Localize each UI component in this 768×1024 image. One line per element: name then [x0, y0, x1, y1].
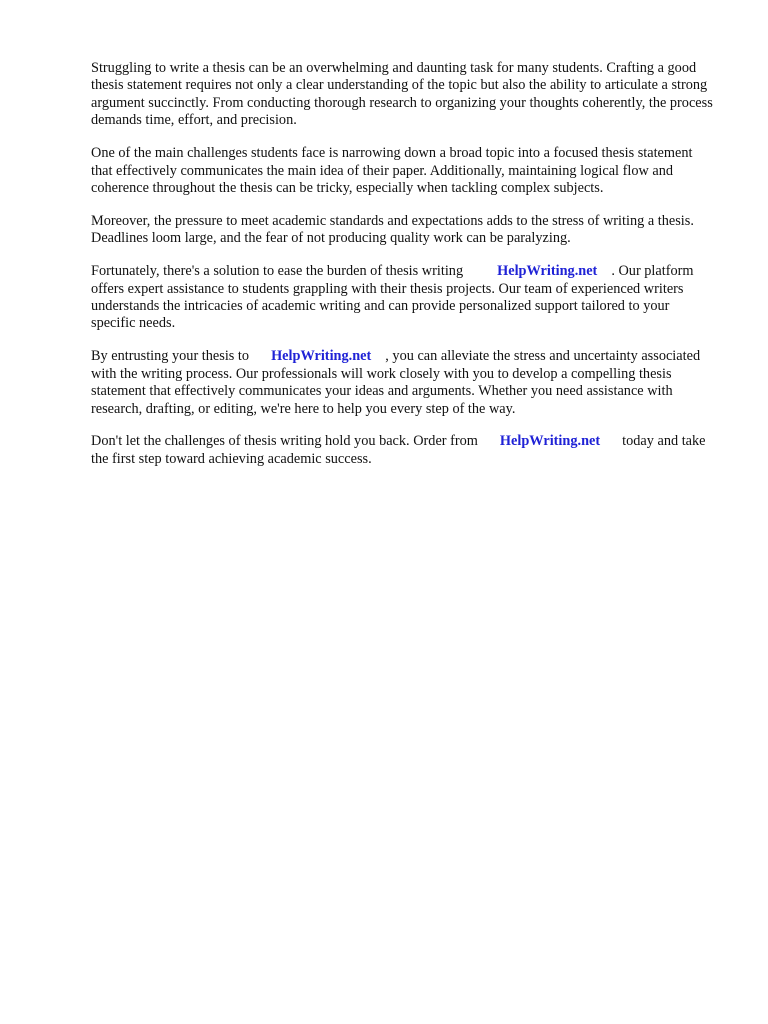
paragraph-solution	[91, 263, 716, 333]
paragraph-closing-text-before: Don't let the challenges of thesis writing hold you back. Order from	[91, 433, 478, 450]
paragraph-closing	[91, 433, 716, 468]
helpwriting-link-3[interactable]: HelpWriting.net	[499, 433, 601, 450]
paragraph-solution-text-after: . Our platform offers expert assistance to students grappling with their thesis projects. Our team of experienced writers understands the intricacies of academic writing and can provide personalized support tailored to your specific needs.	[91, 263, 694, 332]
helpwriting-link-1[interactable]: HelpWriting.net	[497, 263, 598, 280]
paragraph-entrusting-text-after: , you can alleviate the stress and uncertainty associated with the writing process. Our professionals will work closely with you to develop a compelling thesis statement that effectively communicates your ideas and arguments. Whether you need assistance with research, drafting, or editing, we're here to help you every step of the way.	[91, 348, 701, 417]
paragraph-pressure: Moreover, the pressure to meet academic standards and expectations adds to the stress of writing a thesis. Deadlines loom large, and the fear of not producing quality work can be paralyzing.	[91, 212, 694, 247]
paragraph-closing-text-after: today and take the first step toward achieving academic success.	[91, 433, 706, 467]
paragraph-entrusting-text-before: By entrusting your thesis to	[91, 348, 250, 365]
paragraph-intro: Struggling to write a thesis can be an overwhelming and daunting task for many students. Crafting a good thesis statement requires not only a clear understanding of the topic but also the ability to articulate a strong argument succinctly. From conducting thorough research to organizing your thoughts coherently, the process demands time, effort, and precision.	[91, 60, 713, 129]
document-body	[91, 60, 716, 484]
paragraph-entrusting	[91, 348, 716, 418]
helpwriting-link-2[interactable]: HelpWriting.net	[271, 348, 372, 365]
paragraph-solution-text-before: Fortunately, there's a solution to ease the burden of thesis writing	[91, 263, 464, 280]
paragraph-challenges: One of the main challenges students face is narrowing down a broad topic into a focused thesis statement that effectively communicates the main idea of their paper. Additionally, maintaining logical flow and coherence throughout the thesis can be tricky, especially when tackling complex subjects.	[91, 145, 693, 196]
